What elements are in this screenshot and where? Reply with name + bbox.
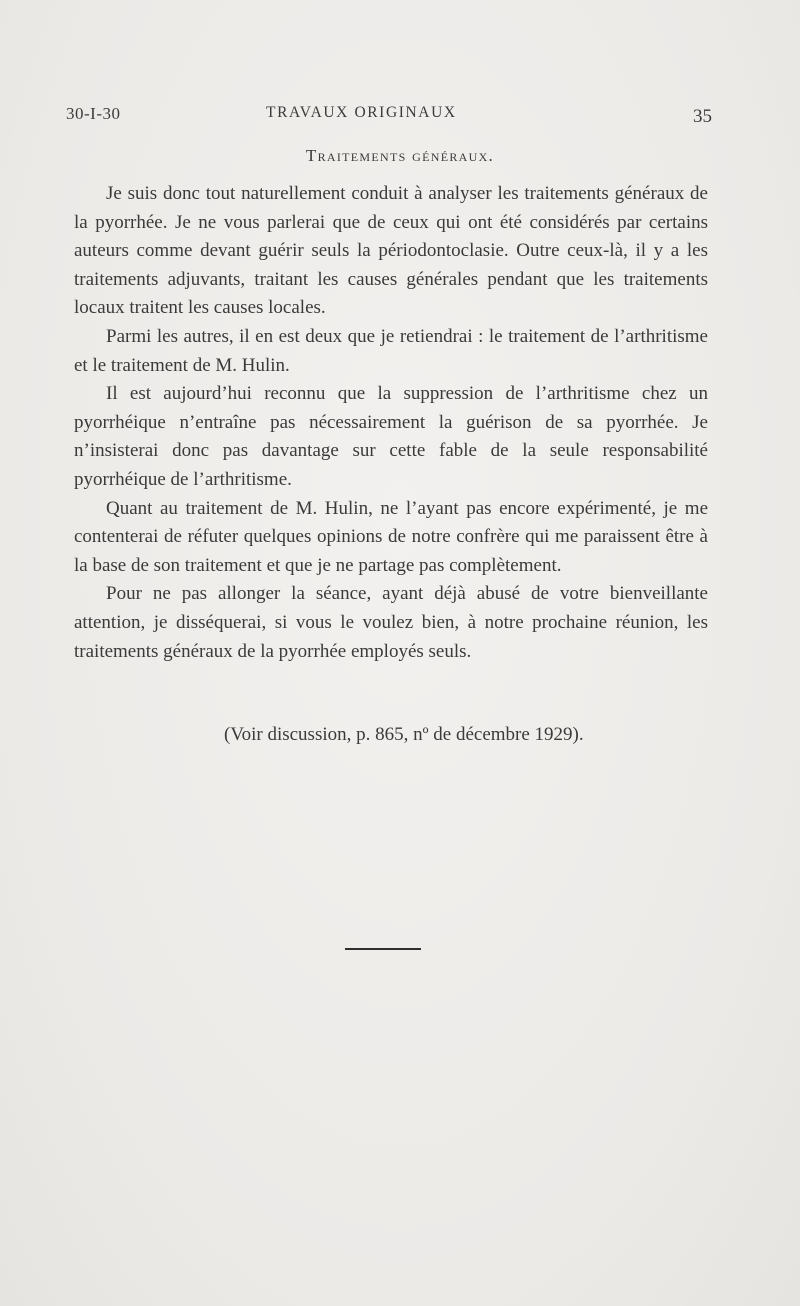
paragraph: Quant au traitement de M. Hulin, ne l’ayant pas encore expérimenté, je me contenterai de réfuter quelques opinions de notre confrère qui me paraissent être à la base de son traitement et que je ne partage pas complètement. xyxy=(74,497,708,576)
body-text xyxy=(74,180,708,666)
end-rule xyxy=(345,948,421,950)
paragraph: Je suis donc tout naturellement conduit à analyser les traitements généraux de la pyorrhée. Je ne vous parlerai que de ceux qui ont été considérés par certains auteurs comme devant guérir seuls la périodontoclasie. Outre ceux-là, il y a les traitements adjuvants, traitant les causes générales pendant que les traitements locaux traitent les causes locales. xyxy=(74,183,708,319)
header-date: 30-I-30 xyxy=(66,104,121,123)
header-journal-section: TRAVAUX ORIGINAUX xyxy=(266,104,457,121)
section-title: Traitements généraux. xyxy=(305,146,495,165)
discussion-reference: (Voir discussion, p. 865, nº de décembre 1929). xyxy=(224,724,584,745)
paragraph: Parmi les autres, il en est deux que je retiendrai : le traitement de l’arthritisme et le traitement de M. Hulin. xyxy=(74,325,708,376)
running-header xyxy=(66,104,712,132)
paragraph: Pour ne pas allonger la séance, ayant déjà abusé de votre bienveillante attention, je disséquerai, si vous le voulez bien, à notre prochaine réunion, les traitements généraux de la pyorrhée employés seuls. xyxy=(74,583,708,662)
page-number: 35 xyxy=(693,106,712,127)
paragraph: Il est aujourd’hui reconnu que la suppression de l’arthritisme chez un pyorrhéique n’entraîne pas nécessairement la guérison de sa pyorrhée. Je n’insisterai donc pas davantage sur cette fable de la seule responsabilité pyorrhéique de l’arthritisme. xyxy=(74,383,708,490)
